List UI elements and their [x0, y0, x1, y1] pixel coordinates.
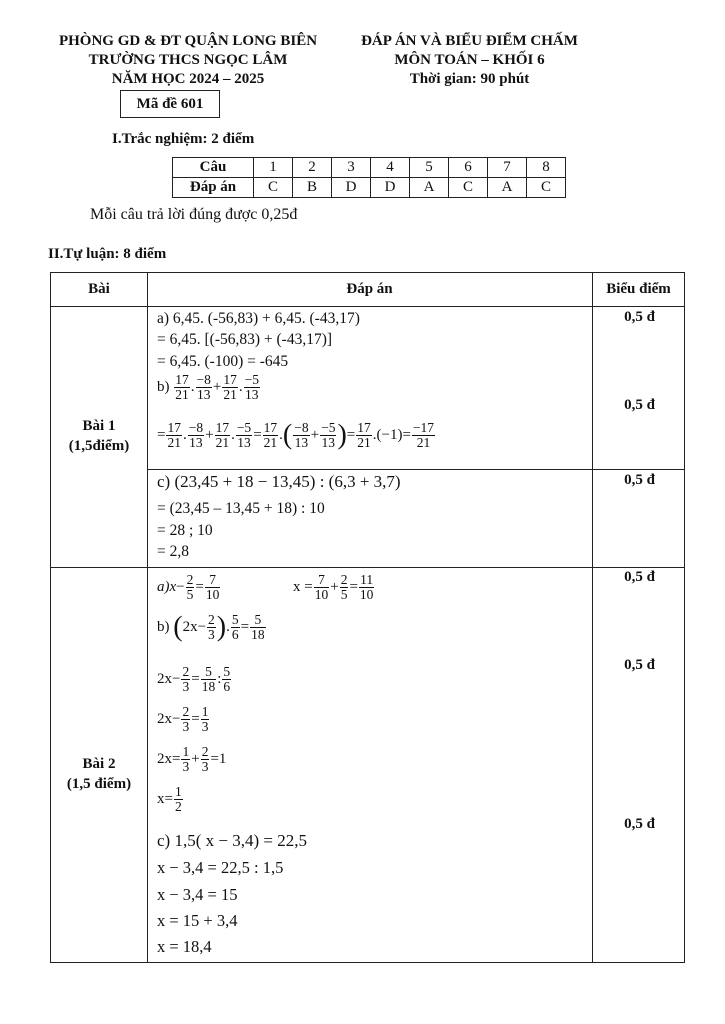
- question-number: 2: [293, 158, 332, 178]
- answer-cell: A: [410, 178, 449, 198]
- bai1-c-line3: = 28 ; 10: [157, 522, 213, 539]
- bai1-c-line1: c) (23,45 + 18 − 13,45) : (6,3 + 3,7): [157, 472, 401, 491]
- points-bai1-b: 0,5 đ: [624, 397, 655, 413]
- bai1-name: Bài 1: [82, 418, 116, 434]
- exam-code-box: Mã đề 601: [120, 90, 220, 118]
- bai2-b-line3: 2x− $\frac{2}{3}$ = $\frac{1}{3}$: [157, 704, 209, 734]
- doc-title: ĐÁP ÁN VÀ BIỂU ĐIỂM CHẤM: [361, 33, 578, 49]
- question-row: [173, 158, 566, 178]
- bai1-a-line1: a) 6,45. (-56,83) + 6,45. (-43,17): [157, 310, 360, 327]
- question-number: 8: [527, 158, 566, 178]
- col-header-diem: Biểu điểm: [606, 281, 671, 297]
- department-name: PHÒNG GD & ĐT QUẬN LONG BIÊN: [58, 33, 318, 49]
- bai2-score: (1,5 điểm): [66, 776, 132, 792]
- answer-label: Đáp án: [173, 178, 254, 198]
- question-number: 7: [488, 158, 527, 178]
- header-right: [342, 32, 597, 89]
- duration: Thời gian: 90 phút: [409, 71, 530, 87]
- bai2-a-line2: x = $\frac{7}{10}$ + $\frac{2}{5}$ = $\frac{11}{10}$: [293, 572, 374, 602]
- points-bai1-a: 0,5 đ: [624, 309, 655, 325]
- question-number: 1: [254, 158, 293, 178]
- answer-table: [172, 157, 566, 198]
- row-divider: [51, 567, 684, 568]
- bai2-name: Bài 2: [82, 756, 116, 772]
- bai1-score: (1,5điểm): [68, 438, 130, 454]
- bai2-c-line3: x − 3,4 = 15: [157, 885, 238, 904]
- subject: MÔN TOÁN – KHỐI 6: [394, 52, 545, 68]
- school-name: TRƯỜNG THCS NGỌC LÂM: [88, 52, 288, 68]
- question-number: 5: [410, 158, 449, 178]
- answer-cell: C: [449, 178, 488, 198]
- answer-cell: D: [371, 178, 410, 198]
- bai1-c-line2: = (23,45 – 13,45 + 18) : 10: [157, 500, 325, 517]
- answer-cell: A: [488, 178, 527, 198]
- essay-answer-table: [50, 272, 685, 963]
- bai2-b-line4: 2x= $\frac{1}{3}$ + $\frac{2}{3}$ =1: [157, 744, 227, 774]
- points-bai1-c: 0,5 đ: [624, 472, 655, 488]
- part1-title: I.Trắc nghiệm: 2 điểm: [112, 131, 255, 147]
- part2-title: II.Tự luận: 8 điểm: [48, 246, 167, 262]
- school-year: NĂM HỌC 2024 – 2025: [111, 71, 265, 87]
- bai1-label: [51, 416, 147, 456]
- answer-cell: C: [527, 178, 566, 198]
- question-number: 4: [371, 158, 410, 178]
- column-divider: [147, 273, 148, 962]
- row-divider: [147, 469, 684, 470]
- points-bai2-b: 0,5 đ: [624, 657, 655, 673]
- points-bai2-c: 0,5 đ: [624, 816, 655, 832]
- bai2-c-line2: x − 3,4 = 22,5 : 1,5: [157, 858, 284, 877]
- bai1-b-line2: = $\frac{17}{21}$ . $\frac{-8}{13}$ + $\frac{17}{21}$ . $\frac{-5}{13}$ = $\frac{17}{21}$ .( $\frac{-8}{13}$ + $\frac{-5}{13}$ )= $\frac{17}{21}$ .(−1)= $\frac{-17}{21}$: [157, 419, 435, 451]
- answer-row: [173, 178, 566, 198]
- bai2-b-line5: x= $\frac{1}{2}$: [157, 784, 182, 814]
- header-left: [38, 32, 338, 89]
- scoring-note: Mỗi câu trả lời đúng được 0,25đ: [90, 206, 298, 223]
- answer-cell: D: [332, 178, 371, 198]
- bai2-label: [51, 754, 147, 794]
- bai2-a-line1: a)x− $\frac{2}{5}$ = $\frac{7}{10}$: [157, 572, 220, 602]
- bai2-c-line4: x = 15 + 3,4: [157, 911, 238, 930]
- bai2-c-line5: x = 18,4: [157, 937, 212, 956]
- bai2-c-line1: c) 1,5( x − 3,4) = 22,5: [157, 831, 307, 850]
- answer-cell: C: [254, 178, 293, 198]
- bai1-c-line4: = 2,8: [157, 543, 189, 560]
- bai1-a-line2: = 6,45. [(-56,83) + (-43,17)]: [157, 331, 333, 348]
- question-number: 3: [332, 158, 371, 178]
- col-header-bai: Bài: [88, 281, 110, 297]
- row-divider: [51, 306, 684, 307]
- bai2-b-line1: b) (2x− $\frac{2}{3}$ ). $\frac{5}{6}$ = $\frac{5}{18}$: [157, 611, 265, 643]
- column-divider: [592, 273, 593, 962]
- col-header-dapan: Đáp án: [346, 281, 393, 297]
- question-number: 6: [449, 158, 488, 178]
- bai1-b-line1: b) $\frac{17}{21}$ . $\frac{-8}{13}$ + $\frac{17}{21}$ . $\frac{-5}{13}$: [157, 372, 259, 402]
- points-bai2-a: 0,5 đ: [624, 569, 655, 585]
- bai2-b-line2: 2x− $\frac{2}{3}$ = $\frac{5}{18}$ : $\frac{5}{6}$: [157, 664, 231, 694]
- bai1-a-line3: = 6,45. (-100) = -645: [157, 353, 289, 370]
- answer-cell: B: [293, 178, 332, 198]
- question-label: Câu: [173, 158, 254, 178]
